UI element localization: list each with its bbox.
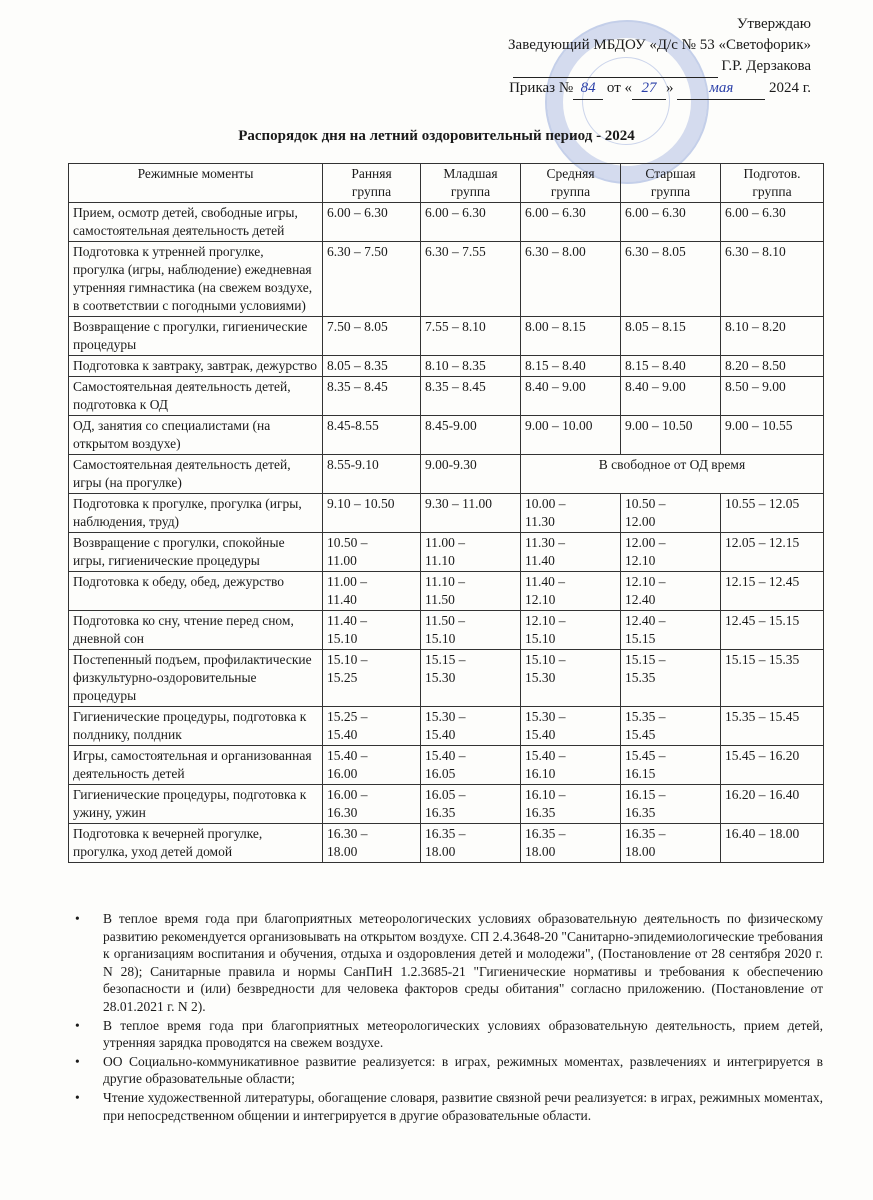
order-line xyxy=(508,78,811,100)
time-cell: 12.00 – 12.10 xyxy=(621,533,721,572)
order-number: 84 xyxy=(573,78,603,100)
time-cell: 9.00 – 10.00 xyxy=(521,416,621,455)
time-cell: 16.35 – 18.00 xyxy=(621,824,721,863)
time-cell: 6.00 – 6.30 xyxy=(521,203,621,242)
order-year: 2024 г. xyxy=(769,80,811,96)
note-item: • ОО Социально-коммуникативное развитие реализуется: в играх, режимных моментах, развлечениях и интегрируется в другие образовательные области; xyxy=(75,1053,823,1088)
time-cell: 8.00 – 8.15 xyxy=(521,317,621,356)
table-row xyxy=(69,746,824,785)
activity-cell: Прием, осмотр детей, свободные игры, самостоятельная деятельность детей xyxy=(69,203,323,242)
time-cell: 10.55 – 12.05 xyxy=(721,494,824,533)
time-cell: 16.20 – 16.40 xyxy=(721,785,824,824)
column-header: Старшая группа xyxy=(621,164,721,203)
order-month: мая xyxy=(677,78,765,100)
time-cell: 16.40 – 18.00 xyxy=(721,824,824,863)
time-cell: 8.40 – 9.00 xyxy=(621,377,721,416)
time-cell: 15.40 – 16.10 xyxy=(521,746,621,785)
time-cell: 8.35 – 8.45 xyxy=(323,377,421,416)
time-cell: 15.40 – 16.00 xyxy=(323,746,421,785)
time-cell: 15.10 – 15.25 xyxy=(323,650,421,707)
signature-blank xyxy=(513,56,718,78)
time-cell: 6.00 – 6.30 xyxy=(721,203,824,242)
signer-name: Г.Р. Дерзакова xyxy=(721,58,811,74)
table-row xyxy=(69,611,824,650)
table-row xyxy=(69,317,824,356)
table-row xyxy=(69,650,824,707)
activity-cell: ОД, занятия со специалистами (на открытом воздухе) xyxy=(69,416,323,455)
table-row xyxy=(69,785,824,824)
table-row xyxy=(69,377,824,416)
time-cell: 16.35 – 18.00 xyxy=(521,824,621,863)
time-cell: 8.05 – 8.35 xyxy=(323,356,421,377)
activity-cell: Постепенный подъем, профилактические физкультурно-оздоровительные процедуры xyxy=(69,650,323,707)
time-cell: 15.15 – 15.35 xyxy=(621,650,721,707)
time-cell: 8.50 – 9.00 xyxy=(721,377,824,416)
table-row xyxy=(69,494,824,533)
time-cell: 11.50 – 15.10 xyxy=(421,611,521,650)
time-cell: 12.40 – 15.15 xyxy=(621,611,721,650)
table-row xyxy=(69,707,824,746)
time-cell: 11.00 – 11.10 xyxy=(421,533,521,572)
table-row xyxy=(69,416,824,455)
time-cell: 16.05 – 16.35 xyxy=(421,785,521,824)
time-cell: 15.30 – 15.40 xyxy=(421,707,521,746)
activity-cell: Гигиенические процедуры, подготовка к ужину, ужин xyxy=(69,785,323,824)
activity-cell: Подготовка к прогулке, прогулка (игры, наблюдения, труд) xyxy=(69,494,323,533)
time-cell: 12.15 – 12.45 xyxy=(721,572,824,611)
time-cell: 8.35 – 8.45 xyxy=(421,377,521,416)
time-cell: 8.55-9.10 xyxy=(323,455,421,494)
time-cell: 6.00 – 6.30 xyxy=(621,203,721,242)
table-header-row xyxy=(69,164,824,203)
time-cell: 11.30 – 11.40 xyxy=(521,533,621,572)
time-cell: В свободное от ОД время xyxy=(521,455,824,494)
column-header: Средняя группа xyxy=(521,164,621,203)
time-cell: 9.30 – 11.00 xyxy=(421,494,521,533)
note-item: • В теплое время года при благоприятных метеорологических условиях образовательную деятельность, прием детей, утренняя зарядка проводятся на свежем воздухе. xyxy=(75,1017,823,1052)
time-cell: 12.05 – 12.15 xyxy=(721,533,824,572)
time-cell: 7.50 – 8.05 xyxy=(323,317,421,356)
table-row xyxy=(69,203,824,242)
time-cell: 6.30 – 8.05 xyxy=(621,242,721,317)
time-cell: 6.00 – 6.30 xyxy=(421,203,521,242)
time-cell: 10.50 – 12.00 xyxy=(621,494,721,533)
time-cell: 8.20 – 8.50 xyxy=(721,356,824,377)
time-cell: 15.15 – 15.30 xyxy=(421,650,521,707)
time-cell: 15.35 – 15.45 xyxy=(621,707,721,746)
time-cell: 15.10 – 15.30 xyxy=(521,650,621,707)
table-row xyxy=(69,455,824,494)
column-header: Режимные моменты xyxy=(69,164,323,203)
column-header: Подготов. группа xyxy=(721,164,824,203)
time-cell: 16.35 – 18.00 xyxy=(421,824,521,863)
signature-line xyxy=(508,56,811,78)
time-cell: 9.00-9.30 xyxy=(421,455,521,494)
time-cell: 11.40 – 12.10 xyxy=(521,572,621,611)
time-cell: 11.40 – 15.10 xyxy=(323,611,421,650)
time-cell: 8.45-8.55 xyxy=(323,416,421,455)
activity-cell: Возвращение с прогулки, гигиенические процедуры xyxy=(69,317,323,356)
activity-cell: Подготовка к вечерней прогулке, прогулка, уход детей домой xyxy=(69,824,323,863)
time-cell: 8.40 – 9.00 xyxy=(521,377,621,416)
time-cell: 12.10 – 12.40 xyxy=(621,572,721,611)
time-cell: 9.00 – 10.55 xyxy=(721,416,824,455)
table-row xyxy=(69,533,824,572)
time-cell: 9.00 – 10.50 xyxy=(621,416,721,455)
time-cell: 12.10 – 15.10 xyxy=(521,611,621,650)
order-prefix: Приказ № xyxy=(509,80,574,96)
time-cell: 12.45 – 15.15 xyxy=(721,611,824,650)
activity-cell: Гигиенические процедуры, подготовка к полднику, полдник xyxy=(69,707,323,746)
time-cell: 16.00 – 16.30 xyxy=(323,785,421,824)
time-cell: 16.15 – 16.35 xyxy=(621,785,721,824)
note-item: • В теплое время года при благоприятных метеорологических условиях образовательную деятельность по физическому развитию рекомендуется организовывать на открытом воздухе. СП 2.4.3648-20 "Санитарно-эпидемиологические требования к организациям воспитания и обучения, отдыха и оздоровления детей и молодежи", (Постановление от 28 сентября 2020 г. N 28); Санитарные правила и нормы СанПиН 1.2.3685-21 "Гигиенические нормативы и требования к обеспечению безопасности и (или) безвредности для человека факторов среды обитания" согласно приложению. (Постановление от 28.01.2021 г. N 2). xyxy=(75,910,823,1016)
approval-heading: Утверждаю xyxy=(736,16,811,32)
time-cell: 16.30 – 18.00 xyxy=(323,824,421,863)
column-header: Ранняя группа xyxy=(323,164,421,203)
activity-cell: Самостоятельная деятельность детей, игры (на прогулке) xyxy=(69,455,323,494)
time-cell: 15.30 – 15.40 xyxy=(521,707,621,746)
activity-cell: Игры, самостоятельная и организованная деятельность детей xyxy=(69,746,323,785)
table-row xyxy=(69,572,824,611)
time-cell: 16.10 – 16.35 xyxy=(521,785,621,824)
approval-block xyxy=(508,14,811,100)
activity-cell: Самостоятельная деятельность детей, подготовка к ОД xyxy=(69,377,323,416)
approver-position: Заведующий МБДОУ «Д/с № 53 «Светофорик» xyxy=(508,37,811,53)
time-cell: 8.15 – 8.40 xyxy=(521,356,621,377)
order-from: от « xyxy=(606,80,633,96)
time-cell: 6.30 – 7.50 xyxy=(323,242,421,317)
order-quote: » xyxy=(666,80,674,96)
activity-cell: Подготовка к завтраку, завтрак, дежурство xyxy=(69,356,323,377)
time-cell: 15.40 – 16.05 xyxy=(421,746,521,785)
table-row xyxy=(69,242,824,317)
time-cell: 11.10 – 11.50 xyxy=(421,572,521,611)
time-cell: 7.55 – 8.10 xyxy=(421,317,521,356)
table-row xyxy=(69,356,824,377)
time-cell: 8.05 – 8.15 xyxy=(621,317,721,356)
time-cell: 15.25 – 15.40 xyxy=(323,707,421,746)
time-cell: 15.45 – 16.20 xyxy=(721,746,824,785)
time-cell: 6.30 – 8.00 xyxy=(521,242,621,317)
table-row xyxy=(69,824,824,863)
time-cell: 15.15 – 15.35 xyxy=(721,650,824,707)
activity-cell: Подготовка к обеду, обед, дежурство xyxy=(69,572,323,611)
time-cell: 15.45 – 16.15 xyxy=(621,746,721,785)
order-day: 27 xyxy=(632,78,666,100)
time-cell: 10.50 – 11.00 xyxy=(323,533,421,572)
time-cell: 11.00 – 11.40 xyxy=(323,572,421,611)
activity-cell: Подготовка ко сну, чтение перед сном, дневной сон xyxy=(69,611,323,650)
time-cell: 10.00 – 11.30 xyxy=(521,494,621,533)
schedule-table xyxy=(68,163,824,863)
document-title: Распорядок дня на летний оздоровительный период - 2024 xyxy=(238,128,635,144)
notes-list xyxy=(75,910,823,1125)
time-cell: 8.45-9.00 xyxy=(421,416,521,455)
column-header: Младшая группа xyxy=(421,164,521,203)
time-cell: 8.10 – 8.35 xyxy=(421,356,521,377)
time-cell: 8.10 – 8.20 xyxy=(721,317,824,356)
time-cell: 8.15 – 8.40 xyxy=(621,356,721,377)
activity-cell: Возвращение с прогулки, спокойные игры, гигиенические процедуры xyxy=(69,533,323,572)
activity-cell: Подготовка к утренней прогулке, прогулка (игры, наблюдение) ежедневная утренняя гимнастика (на свежем воздухе, в соответствии с погодными условиями) xyxy=(69,242,323,317)
time-cell: 15.35 – 15.45 xyxy=(721,707,824,746)
time-cell: 6.30 – 7.55 xyxy=(421,242,521,317)
note-item: • Чтение художественной литературы, обогащение словаря, развитие связной речи реализуется: в играх, режимных моментах, при непосредственном общении и интегрируется в другие образовательные области. xyxy=(75,1089,823,1124)
time-cell: 6.30 – 8.10 xyxy=(721,242,824,317)
time-cell: 9.10 – 10.50 xyxy=(323,494,421,533)
time-cell: 6.00 – 6.30 xyxy=(323,203,421,242)
